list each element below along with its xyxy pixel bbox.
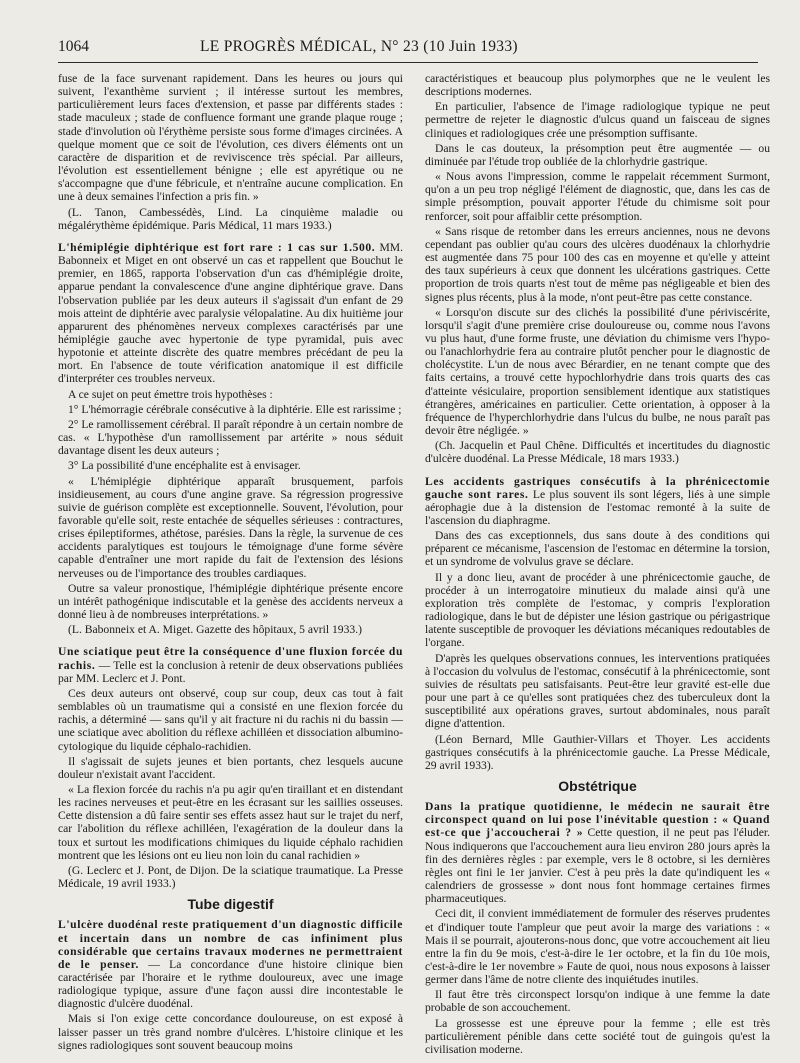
paragraph: fuse de la face survenant rapidement. Dans les heures ou jours qui suivent, l'exanthème survient ; il intéresse surtout les membres, particulièrement leurs faces d'extension, et passe par différents stades : stade maculeux ; stade de confluence formant une grande plaque rouge ; stade d'involution où l'érythème persiste sous forme d'images circinées. A quelque moment que ce soit de l'évolution, ces divers éléments ont un caractère de disparition et de reviviscence très spécial. Par ailleurs, l'évolution est essentiellement bénigne ; elle est apyrétique ou ne s'accompagne que d'une fébricule, et n'entraîne aucune complication. En une à deux semaines l'infection a pris fin. » <box>58 72 403 204</box>
paragraph: Il faut être très circonspect lorsqu'on indique à une femme la date probable de son accouchement. <box>425 988 770 1015</box>
paragraph: A ce sujet on peut émettre trois hypothèses : <box>68 387 273 401</box>
paragraph: L'hémiplégie diphtérique est fort rare : 1 cas sur 1.500. MM. Babonneix et Miget en ont observé un cas et rappellent que Bouchut le premier, en 1865, rapporta l'observation d'un cas d'hémiplégie droite, apparue pendant la convalescence d'une angine diphtérique grave. Dans l'observation publiée par les deux auteurs il s'agissait d'un enfant de 29 mois atteint de diphtérie avec paralysie vélopalatine. Au dix huitième jour apparurent des phénomènes nerveux complexes caractérisés par une hémiplégie gauche avec hypertonie de type pyramidal, puis avec hypotonie et atteinte discrète des quatre membres précédant de peu la mort. En l'absence de toute vérification anatomique il est difficile d'interpréter ces troubles nerveux. <box>58 240 403 386</box>
paragraph: Les accidents gastriques consécutifs à la phrénicectomie gauche sont rares. Le plus souvent ils sont légers, liés à une simple aérophagie due à la distension de l'estomac remonté à la suite de l'ascension du diaphragme. <box>425 474 770 527</box>
paragraph: Il y a donc lieu, avant de procéder à une phrénicectomie gauche, de procéder à un interrogatoire minutieux du malade ainsi qu'à une exploration très complète de l'estomac, y compris l'exploration radiologique, dans le but de dépister une lésion gastrique ou périgastrique latente susceptible de provoquer les déviations mécaniques redoutables de l'organe. <box>425 570 770 650</box>
paragraph: Il s'agissait de sujets jeunes et bien portants, chez lesquels aucune douleur n'existait avant l'accident. <box>58 754 403 781</box>
section-heading: Obstétrique <box>558 777 637 794</box>
paragraph: En particulier, l'absence de l'image radiologique typique ne peut permettre de rejeter le diagnostic d'ulcus quand un faisceau de signes cliniques et radiologiques crée une présomption suffisante. <box>425 100 770 140</box>
paragraph: « La flexion forcée du rachis n'a pu agir qu'en tiraillant et en distendant les racines nerveuses et peut-être en les écrasant sur les saillies osseuses. Cette distension a dû faire sentir ses effets assez haut sur le trajet du nerf, car l'abolition du réflexe achilléen, l'exagération de la douleur dans la toux et surtout les modifications chimiques du liquide céphalo rachidien montrent que les lésions ont eu lieu non loin du canal rachidien » <box>58 782 403 862</box>
subheading: Une sciatique peut être la conséquence d'une fluxion forcée du rachis. <box>58 645 403 672</box>
subheading: L'ulcère duodénal reste pratiquement d'un diagnostic difficile et incertain dans un nombre de cas infiniment plus considérable que certains travaux modernes ne permettraient de le penser. <box>58 918 403 971</box>
citation: (Ch. Jacquelin et Paul Chêne. Difficultés et incertitudes du diagnostic d'ulcère duodénal. La Presse Médicale, 18 mars 1933.) <box>425 439 770 466</box>
citation: (G. Leclerc et J. Pont, de Dijon. De la sciatique traumatique. La Presse Médicale, 19 avril 1933.) <box>58 863 403 891</box>
citation: (L. Babonneix et A. Miget. Gazette des hôpitaux, 5 avril 1933.) <box>68 623 362 637</box>
paragraph: Dans la pratique quotidienne, le médecin ne saurait être circonspect quand on lui pose l'inévitable question : « Quand est-ce que j'accoucherai ? » Cette question, il ne peut pas l'éluder. Nous indiquerons que l'accouchement aura lieu environ 280 jours après la fin des dernières règles : par exemple, vers le 8 octobre, si les dernières règles ont fini le 1er janvier. C'est à peu près la date qu'indiquent les « calendriers de grossesse » dont nous font hommage certaines firmes pharmaceutiques. <box>425 800 770 906</box>
citation: (L. Tanon, Cambessédès, Lind. La cinquième maladie ou mégalérythème épidémique. Paris Médical, 11 mars 1933.) <box>58 205 403 232</box>
paragraph: Dans le cas douteux, la présomption peut être augmentée — ou diminuée par l'étude trop oubliée de la chlorhydrie gastrique. <box>425 141 770 168</box>
subheading: L'hémiplégie diphtérique est fort rare : 1 cas sur 1.500. <box>58 240 376 254</box>
paragraph: Mais si l'on exige cette concordance douloureuse, on est exposé à laisser passer un très grand nombre d'ulcères. L'histoire clinique et les signes radiologiques sont souvent beaucoup moins <box>58 1012 403 1052</box>
paragraph: Outre sa valeur pronostique, l'hémiplégie diphtérique présente encore un intérêt pathogénique indiscutable et la genèse des accidents nerveux a donné lieu à de nombreuses interprétations. » <box>58 581 403 622</box>
paragraph: D'après les quelques observations connues, les interventions pratiquées à l'occasion du volvulus de l'estomac, consécutif à la phrénicectomie, sont suivies de résultats peu satisfaisants. Peut-être leur gravité est-elle due pour une part à ce qu'elles sont pratiquées chez des tuberculeux dont la susceptibilité aux opérations graves, surtout abdominales, nous paraît digne d'attention. <box>425 651 770 731</box>
page-number: 1064 <box>58 38 89 55</box>
paragraph: « Sans risque de retomber dans les erreurs anciennes, nous ne devons cependant pas oublier qu'au cours des ulcères duodénaux la chlorhydrie est augmentée dans 75 pour 100 des cas en moyenne et qu'elle y atteint des taux supérieurs à ceux que donnent les ulcérations gastriques. Cette proportion de trois quarts n'est tout de même pas négligeable et bien des signes plus récents, plus à la mode, n'ont peut-être pas cette constance. <box>425 224 770 304</box>
paragraph: L'ulcère duodénal reste pratiquement d'un diagnostic difficile et incertain dans un nombre de cas infiniment plus considérable que certains travaux modernes ne permettraient de le penser. — La concordance d'une histoire clinique bien caractérisée par l'horaire et le rythme douloureux, avec une image radiologique typique, assure d'une façon aussi dire incontestable le diagnostic d'ulcère duodénal. <box>58 918 403 1011</box>
journal-title: LE PROGRÈS MÉDICAL, N° 23 (10 Juin 1933) <box>200 38 518 55</box>
paragraph: 1° L'hémorragie cérébrale consécutive à la diphtérie. Elle est rarissime ; <box>68 402 402 416</box>
paragraph: « L'hémiplégie diphtérique apparaît brusquement, parfois insidieusement, au cours d'une angine grave. Sa régression progressive suivie de guérison complète est exceptionnelle. Souvent, l'évolution, pour favorable qu'elle soit, reste entachée de séquelles sérieuses : contractures, crises épileptiformes, athétose, parésies. Dans la règle, la survenue de ces accidents paralytiques est toujours le témoignage d'une forme sévère capable d'entraîner une mort rapide du fait de l'extension des lésions nerveuses ou de l'importance des troubles cardiaques. <box>58 474 403 580</box>
subheading: Les accidents gastriques consécutifs à la phrénicectomie gauche sont rares. <box>425 474 770 501</box>
paragraph: Dans des cas exceptionnels, dus sans doute à des conditions qui préparent ce mécanisme, l'ascension de l'estomac en détermine la torsion, et un syndrome de volvulus grave se déclare. <box>425 529 770 569</box>
citation: (Léon Bernard, Mlle Gauthier-Villars et Thoyer. Les accidents gastriques consécutifs à la phrénicectomie gauche. La Presse Médicale, 29 avril 1933). <box>425 732 770 772</box>
paragraph: Ces deux auteurs ont observé, coup sur coup, deux cas tout à fait semblables où un traumatisme qui a consisté en une flexion forcée du rachis, a déterminé — sans qu'il y ait fracture ni du rachis ni du bassin — une sciatique avec abolition du réflexe achilléen et dissociation albumino-cytologique du liquide céphalo-rachidien. <box>58 686 403 753</box>
section-heading: Tube digestif <box>187 896 274 913</box>
paragraph: Ceci dit, il convient immédiatement de formuler des réserves prudentes et d'indiquer toute l'ampleur que peut avoir la marge des variations : « Mais il se pourrait, ajouterons-nous donc, que votre accouchement ait lieu entre la fin du 9e mois, c'est-à-dire le 1er octobre, et la fin du 10e mois, c'est-à-dire le 1er novembre » Faute de quoi, nous nous exposons à laisser germer dans l'âme de notre cliente des inquiétudes inutiles. <box>425 907 770 987</box>
right-column <box>425 72 770 1056</box>
paragraph: 2° Le ramollissement cérébral. Il paraît répondre à un certain nombre de cas. « L'hypothèse d'un ramollissement par artérite » nous séduit davantage disent les deux auteurs ; <box>58 417 403 458</box>
paragraph: 3° La possibilité d'une encéphalite est à envisager. <box>68 459 301 473</box>
header-rule <box>58 62 758 63</box>
subheading: Dans la pratique quotidienne, le médecin ne saurait être circonspect quand on lui pose l'inévitable question : « Quand est-ce que j'accoucherai ? » <box>425 800 770 840</box>
paragraph: La grossesse est une épreuve pour la femme ; elle est très particulièrement pénible dans cette société tout de guingois qu'est la civilisation moderne. <box>425 1016 770 1056</box>
paragraph: « Lorsqu'on discute sur des clichés la possibilité d'une périviscérite, lorsqu'il s'agit d'une première crise douloureuse ou, comme nous l'avons vu plus haut, d'une forme fruste, une déviation du chimisme vers l'hypo- ou l'anachlorhydrie fera au contraire plutôt pencher pour le diagnostic de cholécystite. L'un de nous avec Bérardier, en ne tenant compte que des faits certains, a trouvé cette hypochlorhydrie dans trois quarts des cas d'atteinte vésiculaire, proportion sensiblement identique aux statistiques étrangères, américaines en particulier. Cette orientation, à opposer à la fréquence de l'hyperchlorhydrie dans l'ulcus du bulbe, ne nous paraît pas devoir être négligée. » <box>425 305 770 438</box>
paragraph: Une sciatique peut être la conséquence d'une fluxion forcée du rachis. — Telle est la conclusion à retenir de deux observations publiées par MM. Leclerc et J. Pont. <box>58 645 403 685</box>
left-column <box>58 72 403 1052</box>
paragraph: caractéristiques et beaucoup plus polymorphes que ne le veulent les descriptions modernes. <box>425 72 770 99</box>
paragraph: « Nous avons l'impression, comme le rappelait récemment Surmont, qu'on a un peu trop négligé l'élément de diagnostic, que, dans les cas de simple présomption, pouvait apporter l'étude du chimisme soit pour renforcer, soit pour affaiblir cette présomption. <box>425 170 770 223</box>
